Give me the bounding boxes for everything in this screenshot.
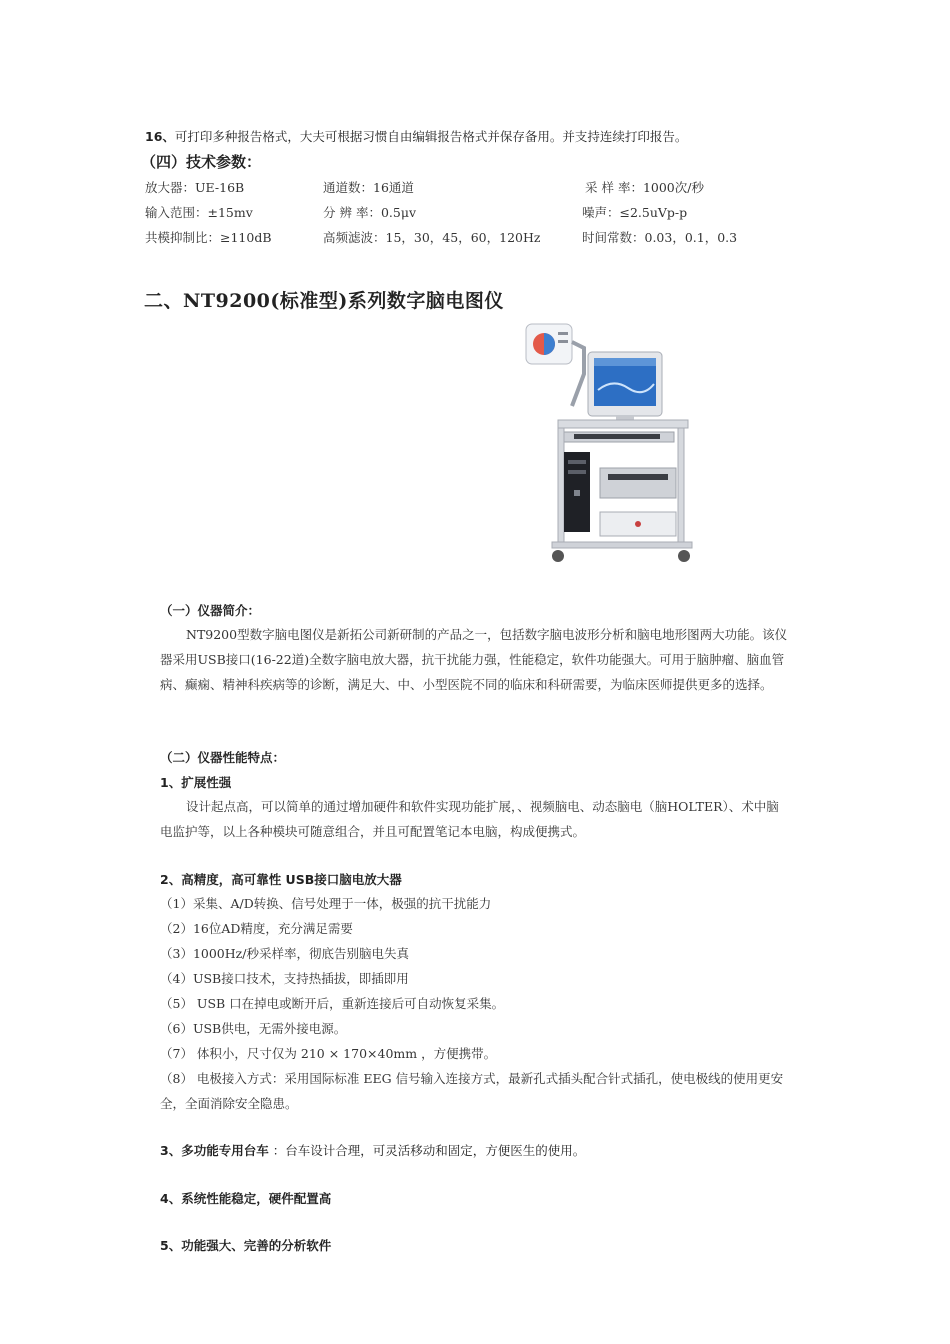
- tech-params-heading: （四）技术参数：: [141, 153, 262, 171]
- feature-2-item-6: （6）USB供电，无需外接电源。: [160, 1021, 347, 1036]
- param-high-freq-filter: 高频滤波：15，30，45，60，120Hz: [323, 230, 541, 245]
- intro-heading: （一）仪器简介：: [160, 603, 261, 618]
- param-cmrr: 共模抑制比：≥110dB: [145, 230, 272, 245]
- param-sample-rate: 采 样 率：1000次/秒: [585, 180, 704, 195]
- param-channels: 通道数：16通道: [323, 180, 414, 195]
- feature-2-item-5: （5） USB 口在掉电或断开后，重新连接后可自动恢复采集。: [160, 996, 505, 1011]
- feature-2-item-7: （7） 体积小，尺寸仅为 210 × 170×40mm ，方便携带。: [160, 1046, 497, 1061]
- feature-4-title: 4、系统性能稳定，硬件配置高: [160, 1191, 332, 1206]
- intro-text: NT9200型数字脑电图仪是新拓公司新研制的产品之一，包括数字脑电波形分析和脑电地形图两大功能。该仪器采用USB接口(16-22道)全数字脑电放大器，抗干扰能力强，性能稳定，软件功能强大。可用于脑肿瘤、脑血管病、癫痫、精神科疾病等的诊断，满足大、中、小型医院不同的临床和科研需要，为临床医师提供更多的选择。: [160, 627, 788, 692]
- param-resolution: 分 辨 率：0.5μv: [323, 205, 417, 220]
- feature-16-line: [145, 127, 687, 145]
- section-title: 二、NT9200(标准型)系列数字脑电图仪: [144, 290, 504, 312]
- feature-2-item-2: （2）16位AD精度，充分满足需要: [160, 921, 353, 936]
- features-heading: （二）仪器性能特点：: [160, 750, 286, 765]
- feature-3-line: [160, 1141, 585, 1159]
- feature-1-text: 设计起点高，可以简单的通过增加硬件和软件实现功能扩展，、视频脑电、动态脑电（脑HOLTER）、术中脑电监护等，以上各种模块可随意组合，并且可配置笔记本电脑，构成便携式。: [160, 799, 779, 839]
- eeg-cart-product-image: [518, 320, 698, 568]
- feature-2-item-4: （4）USB接口技术，支持热插拔，即插即用: [160, 971, 409, 986]
- param-input-range: 输入范围：±15mv: [145, 205, 253, 220]
- feature-2-title: 2、高精度，高可靠性 USB接口脑电放大器: [160, 872, 402, 887]
- feature-16-text: 可打印多种报告格式，大夫可根据习惯自由编辑报告格式并保存备用。并支持连续打印报告。: [174, 129, 688, 144]
- feature-2-item-3: （3）1000Hz/秒采样率，彻底告别脑电失真: [160, 946, 409, 961]
- feature-3-title: 3、多功能专用台车: [160, 1143, 269, 1158]
- feature-16-number: 16、: [145, 129, 175, 144]
- feature-3-text: ：台车设计合理，可灵活移动和固定，方便医生的使用。: [272, 1143, 586, 1158]
- param-amplifier: 放大器：UE-16B: [145, 180, 245, 195]
- param-time-constant: 时间常数：0.03，0.1，0.3: [582, 230, 738, 245]
- feature-2-item-1: （1）采集、A/D转换、信号处理于一体，极强的抗干扰能力: [160, 896, 492, 911]
- feature-2-item-8: （8） 电极接入方式：采用国际标准 EEG 信号输入连接方式，最新孔式插头配合针式插孔，使电极线的使用更安全，全面消除安全隐患。: [160, 1071, 784, 1111]
- feature-1-paragraph: [160, 794, 790, 844]
- feature-5-title: 5、功能强大、完善的分析软件: [160, 1238, 332, 1253]
- feature-1-title: 1、扩展性强: [160, 775, 232, 790]
- intro-paragraph: [160, 622, 790, 697]
- param-noise: 噪声：≤2.5uVp-p: [582, 205, 688, 220]
